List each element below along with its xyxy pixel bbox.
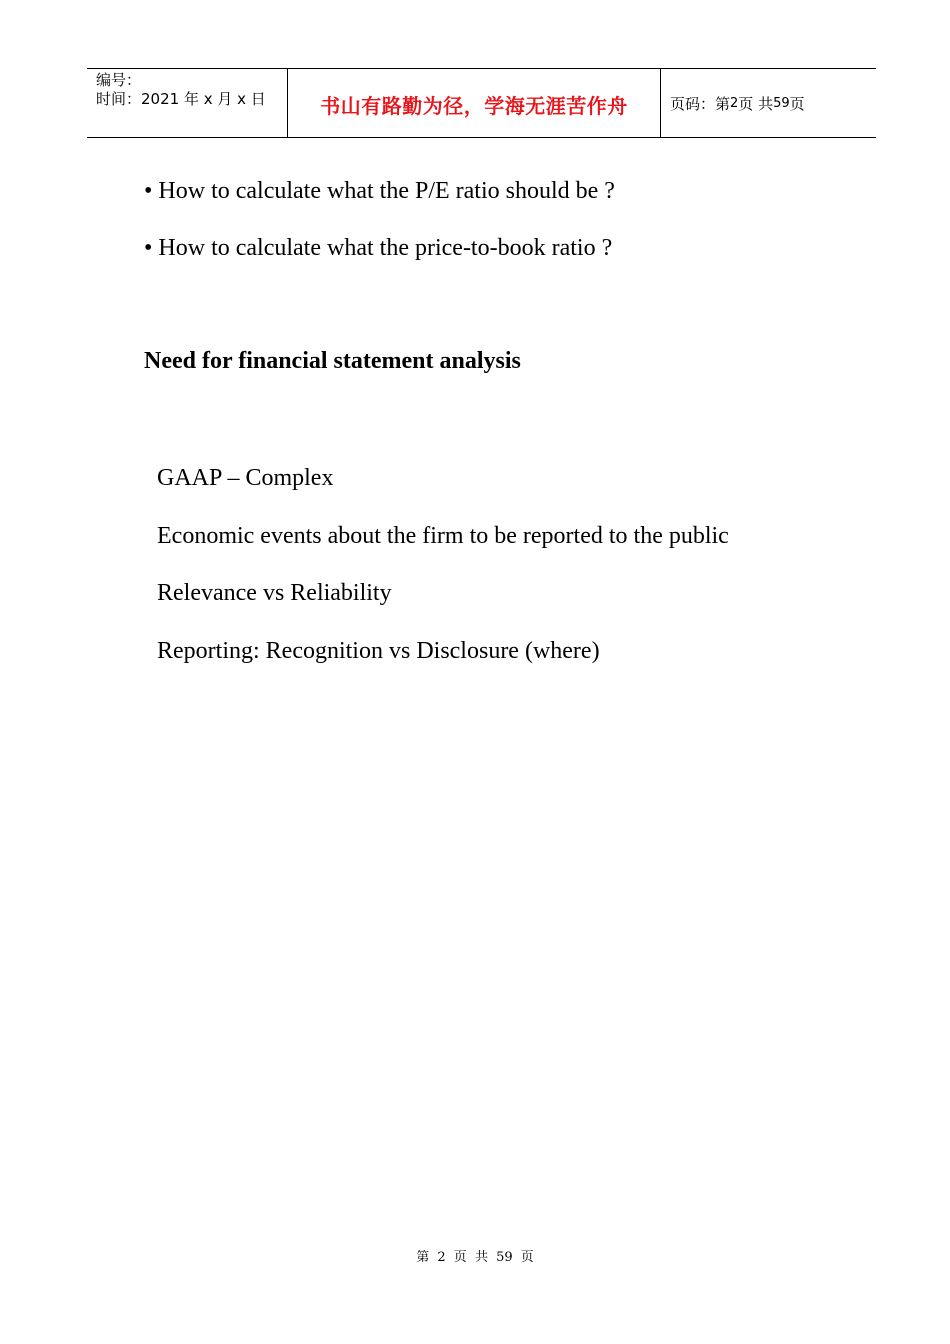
header-page-cell	[661, 69, 876, 137]
footer-label: 页	[453, 1250, 467, 1265]
document-date-label: 时间：2021 年 x 月 x 日	[96, 90, 266, 108]
footer-label: 共	[474, 1250, 488, 1265]
header-motto-cell	[288, 69, 661, 137]
footer-current-page: 2	[437, 1250, 446, 1265]
footer-label: 页	[520, 1250, 534, 1265]
section-heading: Need for financial statement analysis	[144, 348, 521, 374]
body-line: Reporting: Recognition vs Disclosure (where)	[157, 638, 600, 664]
header-page-current: 2	[730, 95, 739, 111]
document-number-label: 编号：	[96, 71, 142, 89]
bullet-item: • How to calculate what the P/E ratio should be ?	[144, 178, 615, 204]
header-page-suffix: 页	[789, 94, 805, 113]
footer-label: 第	[416, 1250, 430, 1265]
header-page-mid: 页 共	[738, 94, 774, 113]
bullet-item: • How to calculate what the price-to-book ratio ?	[144, 235, 613, 261]
page-header	[87, 68, 876, 138]
header-meta-cell	[87, 69, 288, 137]
body-line: Relevance vs Reliability	[157, 580, 392, 606]
header-motto: 书山有路勤为径，学海无涯苦作舟	[320, 93, 628, 118]
header-page-total: 59	[773, 95, 790, 111]
page-footer	[0, 1246, 950, 1265]
header-page-prefix: 页码：第	[670, 94, 731, 113]
body-line: Economic events about the firm to be reported to the public	[157, 523, 729, 549]
footer-total-pages: 59	[496, 1250, 513, 1265]
body-line: GAAP – Complex	[157, 465, 334, 491]
